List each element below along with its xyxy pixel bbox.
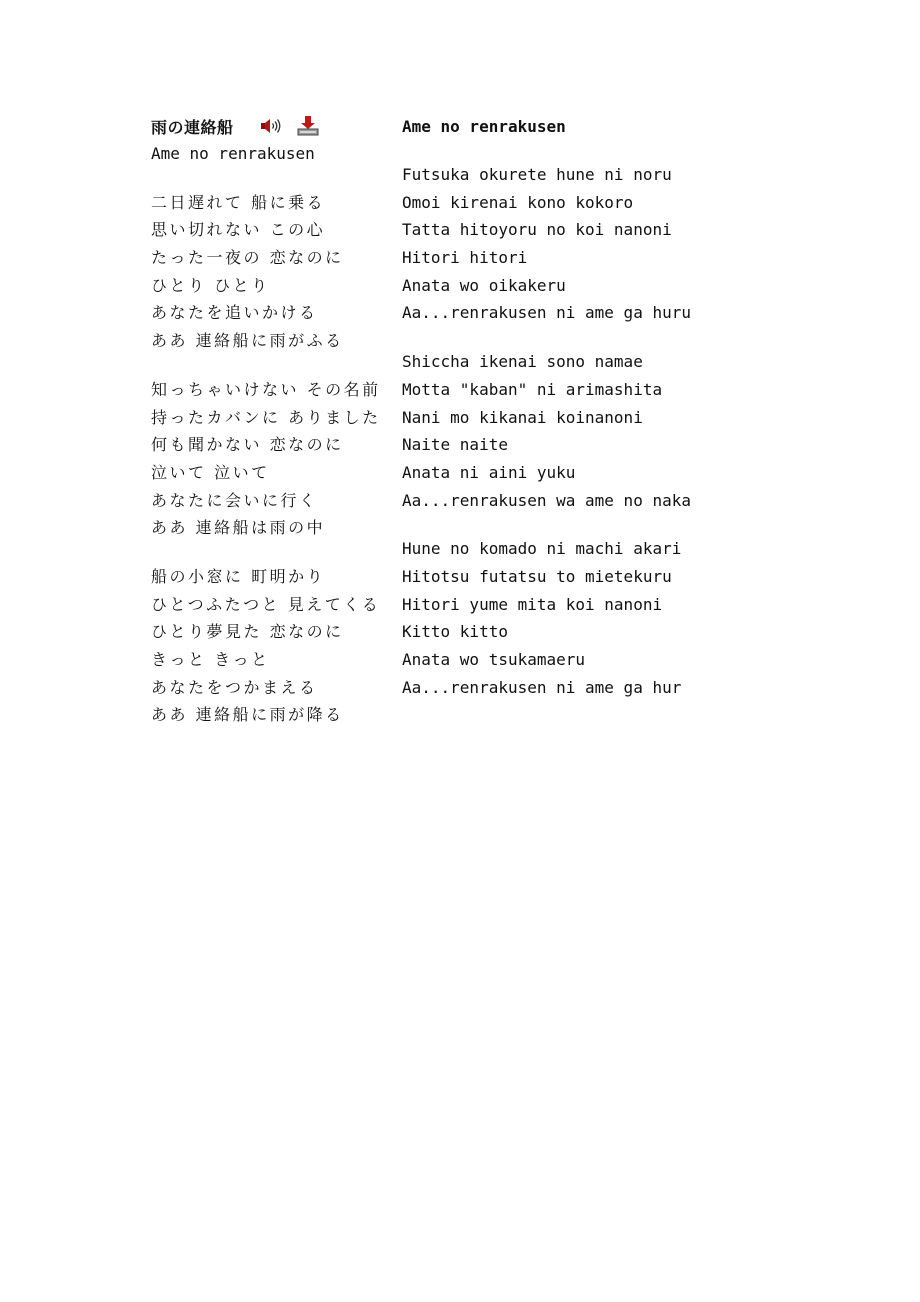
lyric-line: Motta "kaban" ni arimashita	[402, 379, 663, 399]
japanese-stanza-1	[151, 189, 391, 355]
japanese-lyrics-column	[151, 112, 391, 729]
japanese-stanza-2	[151, 376, 391, 542]
romaji-title-row	[402, 112, 822, 140]
lyric-line: 持ったカバンに ありました	[151, 407, 381, 427]
lyric-line: ああ 連絡船に雨がふる	[151, 331, 344, 351]
lyric-line: 泣いて 泣いて	[151, 462, 270, 482]
lyric-line: Hitotsu futatsu to mietekuru	[402, 566, 672, 586]
lyric-line: Hune no komado ni machi akari	[402, 539, 682, 559]
japanese-stanza-3	[151, 563, 391, 729]
lyric-line: ひとり ひとり	[151, 275, 270, 295]
lyric-line: 知っちゃいけない その名前	[151, 379, 381, 399]
lyric-line: あなたをつかまえる	[151, 677, 318, 697]
lyric-line: ああ 連絡船に雨が降る	[151, 705, 344, 725]
lyric-line: Omoi kirenai kono kokoro	[402, 192, 634, 212]
lyric-line: Tatta hitoyoru no koi nanoni	[402, 220, 672, 240]
lyric-line: Naite naite	[402, 435, 508, 455]
japanese-title: 雨の連絡船	[151, 117, 234, 137]
lyric-line: 何も聞かない 恋なのに	[151, 435, 344, 455]
lyric-line: Hitori yume mita koi nanoni	[402, 594, 663, 614]
lyric-line: ひとつふたつと 見えてくる	[151, 594, 381, 614]
lyric-line: Shiccha ikenai sono namae	[402, 352, 643, 372]
romaji-stanza-2	[402, 348, 822, 514]
lyric-line: Hitori hitori	[402, 248, 528, 268]
romaji-title: Ame no renrakusen	[402, 116, 566, 136]
speaker-icon[interactable]	[260, 117, 282, 135]
lyric-line: 思い切れない この心	[151, 220, 326, 240]
lyric-line: Aa...renrakusen wa ame no naka	[402, 490, 691, 510]
japanese-title-row	[151, 112, 391, 140]
lyric-line: Anata wo tsukamaeru	[402, 650, 586, 669]
lyric-line: 船の小窓に 町明かり	[151, 566, 326, 586]
lyric-line: ああ 連絡船は雨の中	[151, 518, 326, 538]
lyric-line: Kitto kitto	[402, 622, 508, 642]
lyric-line: ひとり夢見た 恋なのに	[151, 622, 344, 642]
lyric-line: きっと きっと	[151, 650, 270, 669]
romaji-lyrics-column	[402, 112, 822, 701]
romaji-stanza-3	[402, 535, 822, 701]
lyric-line: Nani mo kikanai koinanoni	[402, 407, 643, 427]
lyric-line: Aa...renrakusen ni ame ga huru	[402, 303, 691, 323]
lyric-line: 二日遅れて 船に乗る	[151, 192, 326, 212]
lyric-line: Anata ni aini yuku	[402, 462, 576, 482]
lyric-line: Aa...renrakusen ni ame ga hur	[402, 677, 682, 697]
lyric-line: あなたに会いに行く	[151, 490, 318, 510]
lyric-line: あなたを追いかける	[151, 303, 318, 323]
lyric-line: Anata wo oikakeru	[402, 275, 566, 295]
download-icon[interactable]	[296, 115, 320, 137]
romaji-stanza-1	[402, 161, 822, 327]
japanese-subtitle: Ame no renrakusen	[151, 144, 315, 163]
lyric-line: Futsuka okurete hune ni noru	[402, 165, 672, 184]
lyric-line: たった一夜の 恋なのに	[151, 248, 344, 268]
